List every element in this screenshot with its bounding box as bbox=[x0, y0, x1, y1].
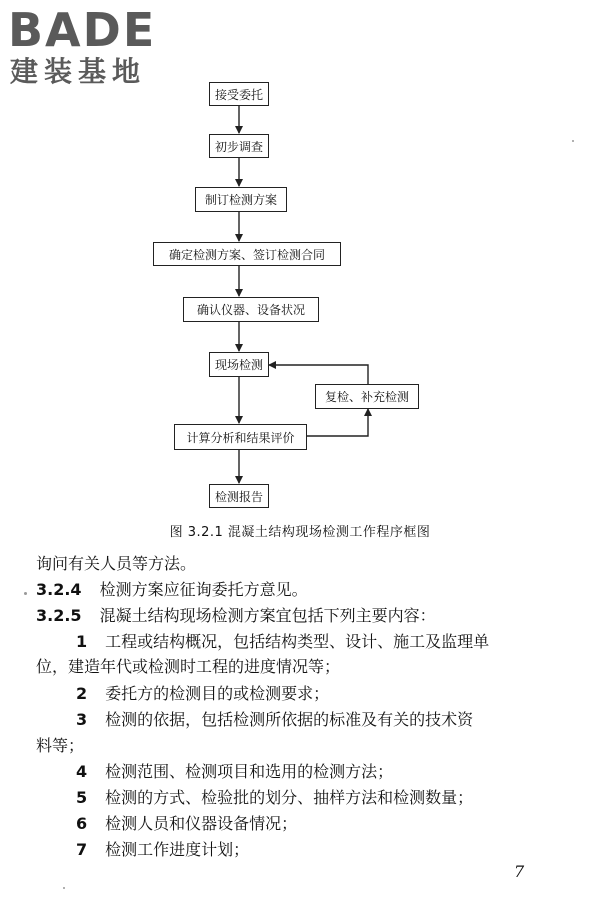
continuation-line: 询问有关人员等方法。 bbox=[36, 554, 197, 573]
list-item-3-cont: 料等； bbox=[36, 736, 85, 755]
list-item-4 bbox=[76, 761, 393, 783]
clause-text: 混凝土结构现场检测方案宜包括下列主要内容： bbox=[99, 606, 436, 625]
node-analysis: 计算分析和结果评价 bbox=[174, 424, 307, 450]
arrow-recheck-to-onsite bbox=[269, 365, 368, 384]
clause-3-2-5 bbox=[36, 605, 436, 627]
node-instruments: 确认仪器、设备状况 bbox=[183, 297, 319, 322]
logo-subtitle: 建装基地 bbox=[10, 55, 147, 88]
list-item-1 bbox=[76, 631, 489, 653]
item-text: 检测的依据，包括检测所依据的标准及有关的技术资 bbox=[105, 710, 474, 729]
item-number: 4 bbox=[76, 762, 88, 781]
clause-number: 3.2.4 bbox=[36, 580, 82, 599]
scan-speck bbox=[63, 887, 65, 889]
node-recheck: 复检、补充检测 bbox=[315, 384, 419, 409]
list-item-7 bbox=[76, 839, 249, 861]
node-report: 检测报告 bbox=[209, 484, 269, 508]
item-text: 委托方的检测目的或检测要求； bbox=[105, 684, 330, 703]
node-onsite: 现场检测 bbox=[209, 352, 269, 377]
item-number: 3 bbox=[76, 710, 88, 729]
clause-text: 检测方案应征询委托方意见。 bbox=[99, 580, 308, 599]
item-number: 7 bbox=[76, 840, 88, 859]
page-number: 7 bbox=[514, 862, 525, 881]
item-number: 5 bbox=[76, 788, 88, 807]
list-item-2 bbox=[76, 683, 329, 705]
scan-speck bbox=[24, 592, 27, 595]
node-plan: 制订检测方案 bbox=[195, 187, 287, 212]
figure-caption: 图 3.2.1 混凝土结构现场检测工作程序框图 bbox=[169, 525, 431, 540]
scan-speck bbox=[572, 140, 574, 142]
clause-3-2-4 bbox=[36, 579, 308, 601]
list-item-1-cont: 位，建造年代或检测时工程的进度情况等； bbox=[36, 657, 341, 676]
node-accept: 接受委托 bbox=[209, 82, 269, 106]
item-text: 检测工作进度计划； bbox=[105, 840, 250, 859]
item-number: 1 bbox=[76, 632, 88, 651]
arrow-analysis-to-recheck bbox=[307, 409, 368, 436]
list-item-6 bbox=[76, 813, 297, 835]
list-item-3 bbox=[76, 709, 473, 731]
node-confirm: 确定检测方案、签订检测合同 bbox=[153, 242, 341, 266]
item-text: 检测的方式、检验批的划分、抽样方法和检测数量； bbox=[105, 788, 474, 807]
item-text: 检测人员和仪器设备情况； bbox=[105, 814, 298, 833]
item-number: 6 bbox=[76, 814, 88, 833]
clause-number: 3.2.5 bbox=[36, 606, 82, 625]
node-survey: 初步调查 bbox=[209, 134, 269, 158]
item-number: 2 bbox=[76, 684, 88, 703]
list-item-5 bbox=[76, 787, 473, 809]
logo-word: BADE bbox=[8, 3, 157, 57]
item-text: 工程或结构概况，包括结构类型、设计、施工及监理单 bbox=[105, 632, 490, 651]
item-text: 检测范围、检测项目和选用的检测方法； bbox=[105, 762, 394, 781]
